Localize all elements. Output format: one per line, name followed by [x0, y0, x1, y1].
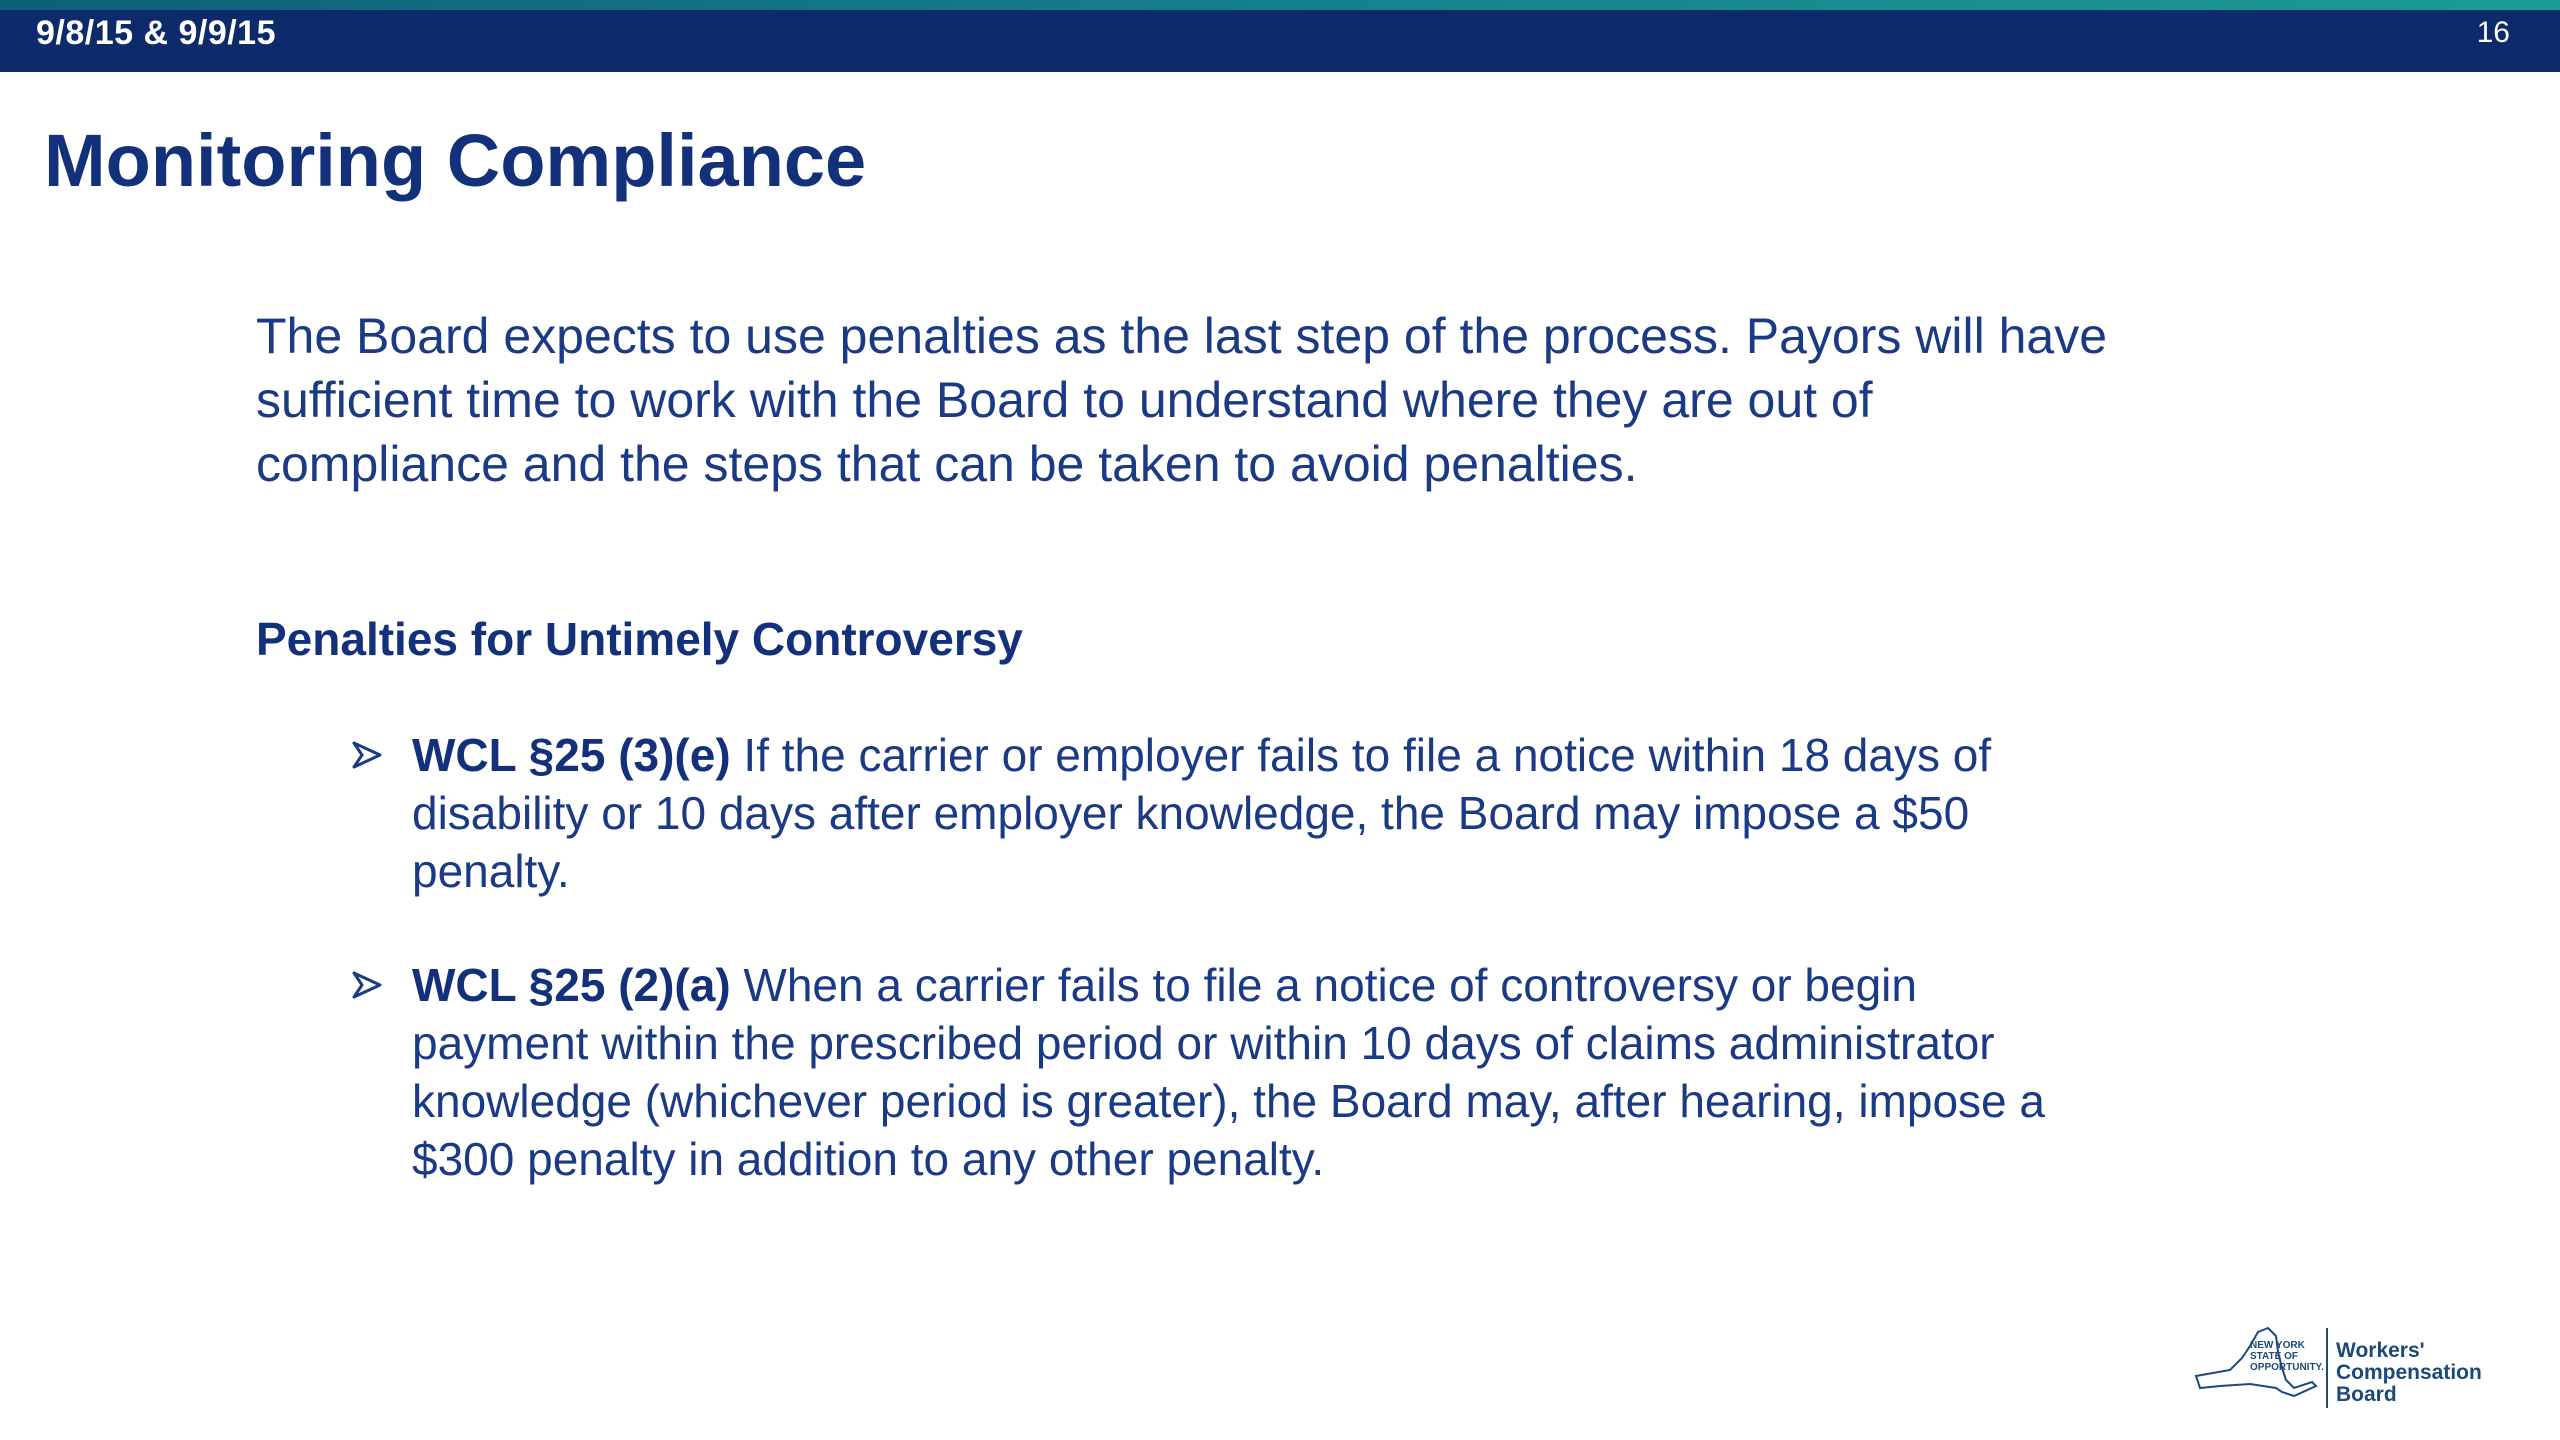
agency-wordmark: Workers' Compensation Board — [2336, 1339, 2482, 1406]
state-wordmark: NEW YORK STATE OF OPPORTUNITY. — [2250, 1340, 2324, 1373]
bullet-text: When a carrier fails to file a notice of controversy or begin payment within the prescribed period or within 10 days of claims administrator knowledge (whichever period is greater), the Board may, after hearing, impose a $300 penalty in addition to any other penalty. — [412, 959, 2045, 1185]
arrow-bullet-icon — [352, 970, 382, 1000]
header-band — [0, 0, 2560, 72]
bullet-text: If the carrier or employer fails to file a notice within 18 days of disability or 10 days after employer knowledge, the Board may impose a $50 penalty. — [412, 729, 1992, 897]
list-item — [352, 726, 2082, 900]
arrow-bullet-icon — [352, 740, 382, 770]
intro-paragraph: The Board expects to use penalties as the last step of the process. Payors will have sufficient time to work with the Board to understand where they are out of compliance and the steps that can be taken to avoid penalties. — [256, 308, 2108, 492]
bullet-label: WCL §25 (2)(a) — [412, 959, 731, 1011]
bullet-label: WCL §25 (3)(e) — [412, 729, 731, 781]
header-date: 9/8/15 & 9/9/15 — [36, 14, 277, 52]
page-number: 16 — [2476, 16, 2510, 49]
list-item — [352, 956, 2082, 1188]
logo-divider — [2326, 1328, 2328, 1408]
header-accent-stripe — [0, 0, 2560, 10]
slide-title: Monitoring Compliance — [44, 119, 867, 202]
section-heading: Penalties for Untimely Controversy — [256, 613, 1023, 665]
penalty-list — [352, 726, 2082, 1244]
wcb-logo — [2190, 1318, 2490, 1414]
